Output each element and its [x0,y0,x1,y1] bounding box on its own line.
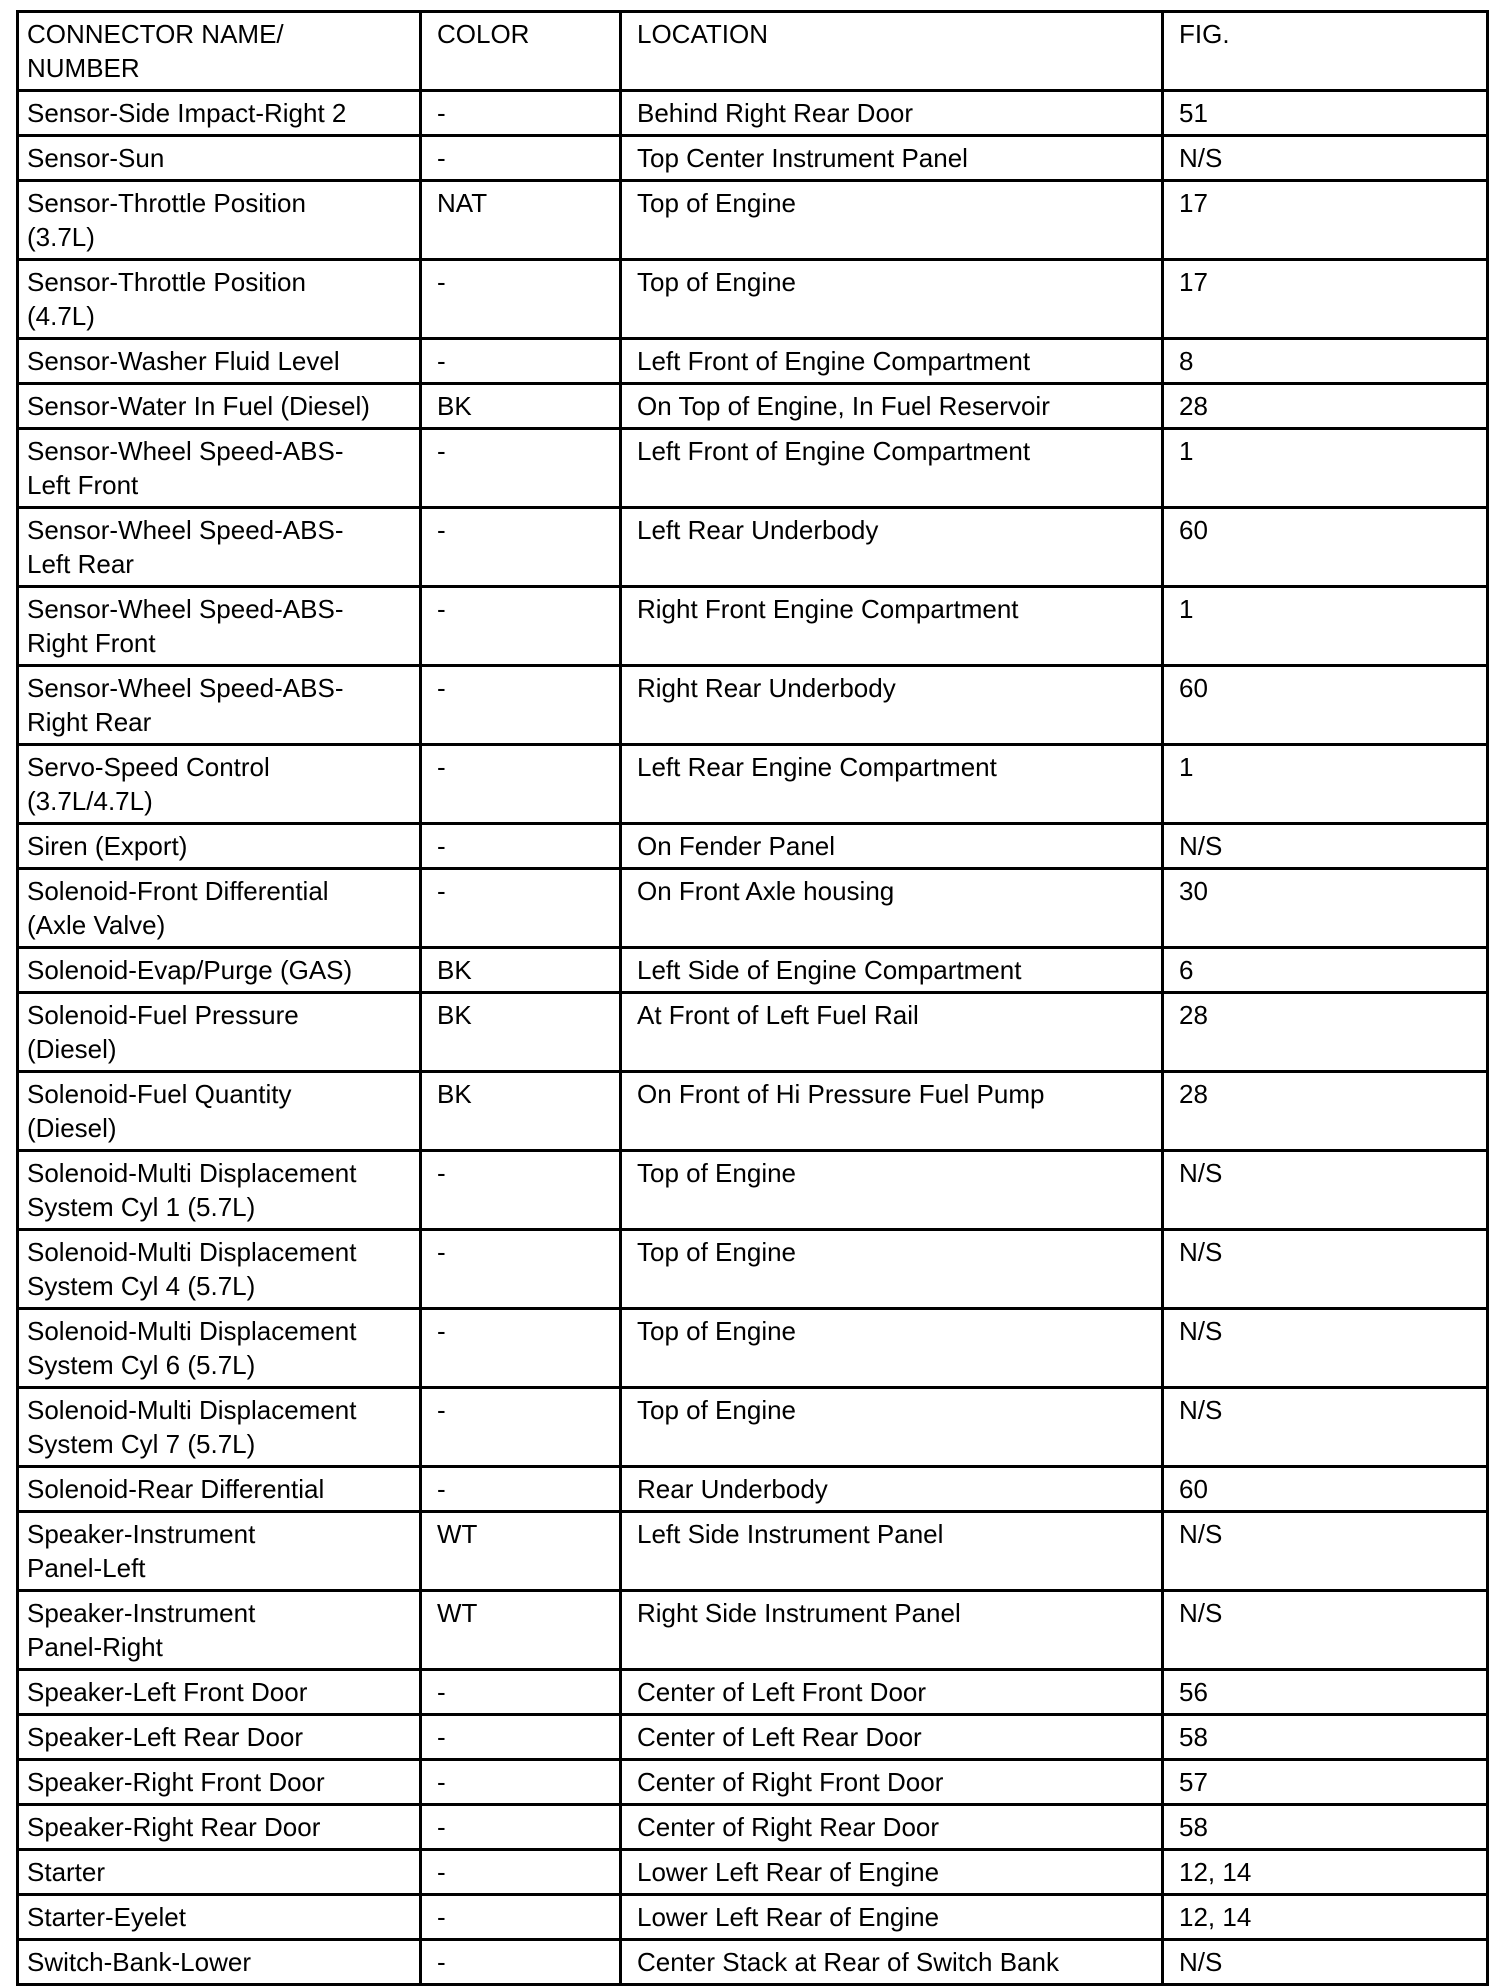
header-location: LOCATION [621,12,1163,91]
location-cell: On Front of Hi Pressure Fuel Pump [621,1072,1163,1151]
connector-name-cell: Starter [18,1850,421,1895]
table-row [18,1850,1488,1895]
table-row [18,666,1488,745]
table-row [18,181,1488,260]
location-cell: Rear Underbody [621,1467,1163,1512]
fig-cell: 58 [1163,1805,1488,1850]
location-cell: Left Front of Engine Compartment [621,339,1163,384]
header-connector-name: CONNECTOR NAME/ NUMBER [18,12,421,91]
fig-cell: 1 [1163,745,1488,824]
color-cell: - [421,508,621,587]
connector-name-cell: Solenoid-Multi Displacement System Cyl 6 (5.7L) [18,1309,421,1388]
connector-name-cell: Speaker-Right Front Door [18,1760,421,1805]
table-row [18,260,1488,339]
connector-name-cell: Speaker-Instrument Panel-Right [18,1591,421,1670]
color-cell: - [421,1805,621,1850]
connector-name-cell: Solenoid-Multi Displacement System Cyl 1 (5.7L) [18,1151,421,1230]
color-cell: - [421,1388,621,1467]
location-cell: Center of Left Rear Door [621,1715,1163,1760]
fig-cell: N/S [1163,1940,1488,1985]
fig-cell: 1 [1163,587,1488,666]
connector-name-cell: Sensor-Throttle Position (4.7L) [18,260,421,339]
fig-cell: N/S [1163,136,1488,181]
color-cell: - [421,1760,621,1805]
fig-cell: 51 [1163,91,1488,136]
table-row [18,1309,1488,1388]
connector-name-cell: Speaker-Left Front Door [18,1670,421,1715]
fig-cell: 60 [1163,508,1488,587]
fig-cell: 6 [1163,948,1488,993]
table-row [18,1072,1488,1151]
color-cell: - [421,1940,621,1985]
table-row [18,1760,1488,1805]
color-cell: BK [421,948,621,993]
fig-cell: 57 [1163,1760,1488,1805]
connector-name-cell: Sensor-Washer Fluid Level [18,339,421,384]
table-row [18,1805,1488,1850]
location-cell: Top of Engine [621,1309,1163,1388]
location-cell: Top of Engine [621,1388,1163,1467]
connector-name-cell: Sensor-Throttle Position (3.7L) [18,181,421,260]
fig-cell: 12, 14 [1163,1850,1488,1895]
location-cell: Left Rear Engine Compartment [621,745,1163,824]
fig-cell: 28 [1163,384,1488,429]
location-cell: Left Rear Underbody [621,508,1163,587]
table-row [18,587,1488,666]
connector-name-cell: Sensor-Wheel Speed-ABS- Right Rear [18,666,421,745]
location-cell: Center of Right Rear Door [621,1805,1163,1850]
location-cell: Top of Engine [621,260,1163,339]
table-row [18,339,1488,384]
connector-name-cell: Speaker-Right Rear Door [18,1805,421,1850]
connector-name-cell: Sensor-Side Impact-Right 2 [18,91,421,136]
location-cell: Behind Right Rear Door [621,91,1163,136]
table-row [18,1940,1488,1985]
connector-name-cell: Servo-Speed Control (3.7L/4.7L) [18,745,421,824]
fig-cell: 58 [1163,1715,1488,1760]
location-cell: Top Center Instrument Panel [621,136,1163,181]
color-cell: - [421,587,621,666]
color-cell: - [421,260,621,339]
location-cell: Top of Engine [621,181,1163,260]
location-cell: Lower Left Rear of Engine [621,1850,1163,1895]
fig-cell: 28 [1163,993,1488,1072]
color-cell: - [421,91,621,136]
table-row [18,1388,1488,1467]
location-cell: Lower Left Rear of Engine [621,1895,1163,1940]
table-row [18,1230,1488,1309]
color-cell: - [421,1151,621,1230]
fig-cell: 28 [1163,1072,1488,1151]
fig-cell: N/S [1163,1388,1488,1467]
color-cell: - [421,869,621,948]
color-cell: - [421,1230,621,1309]
header-color: COLOR [421,12,621,91]
color-cell: BK [421,384,621,429]
fig-cell: 17 [1163,260,1488,339]
connector-name-cell: Solenoid-Fuel Pressure (Diesel) [18,993,421,1072]
fig-cell: 30 [1163,869,1488,948]
table-header-row [18,12,1488,91]
color-cell: - [421,1309,621,1388]
fig-cell: N/S [1163,824,1488,869]
connector-name-cell: Sensor-Wheel Speed-ABS- Right Front [18,587,421,666]
location-cell: Left Side of Engine Compartment [621,948,1163,993]
connector-name-cell: Sensor-Sun [18,136,421,181]
connector-name-cell: Sensor-Water In Fuel (Diesel) [18,384,421,429]
connector-name-cell: Siren (Export) [18,824,421,869]
header-fig: FIG. [1163,12,1488,91]
location-cell: Right Front Engine Compartment [621,587,1163,666]
color-cell: - [421,1850,621,1895]
connector-name-cell: Sensor-Wheel Speed-ABS- Left Front [18,429,421,508]
table-row [18,869,1488,948]
color-cell: - [421,666,621,745]
table-row [18,136,1488,181]
table-row [18,948,1488,993]
table-row [18,993,1488,1072]
table-row [18,1467,1488,1512]
fig-cell: N/S [1163,1591,1488,1670]
table-row [18,745,1488,824]
fig-cell: N/S [1163,1230,1488,1309]
connector-name-cell: Solenoid-Multi Displacement System Cyl 4 (5.7L) [18,1230,421,1309]
connector-name-cell: Solenoid-Multi Displacement System Cyl 7 (5.7L) [18,1388,421,1467]
table-row [18,824,1488,869]
table-row [18,1895,1488,1940]
location-cell: On Fender Panel [621,824,1163,869]
fig-cell: 60 [1163,666,1488,745]
connector-name-cell: Speaker-Instrument Panel-Left [18,1512,421,1591]
connector-name-cell: Solenoid-Evap/Purge (GAS) [18,948,421,993]
fig-cell: 12, 14 [1163,1895,1488,1940]
table-row [18,1151,1488,1230]
connector-name-cell: Speaker-Left Rear Door [18,1715,421,1760]
location-cell: Top of Engine [621,1230,1163,1309]
table-row [18,508,1488,587]
location-cell: Center of Left Front Door [621,1670,1163,1715]
fig-cell: N/S [1163,1309,1488,1388]
location-cell: On Front Axle housing [621,869,1163,948]
color-cell: - [421,1670,621,1715]
table-row [18,1715,1488,1760]
color-cell: - [421,824,621,869]
fig-cell: 1 [1163,429,1488,508]
location-cell: Center Stack at Rear of Switch Bank [621,1940,1163,1985]
location-cell: At Front of Left Fuel Rail [621,993,1163,1072]
fig-cell: 60 [1163,1467,1488,1512]
color-cell: - [421,745,621,824]
fig-cell: 56 [1163,1670,1488,1715]
location-cell: Left Front of Engine Compartment [621,429,1163,508]
table-row [18,1591,1488,1670]
connector-name-cell: Solenoid-Rear Differential [18,1467,421,1512]
color-cell: NAT [421,181,621,260]
color-cell: - [421,339,621,384]
connector-name-cell: Starter-Eyelet [18,1895,421,1940]
table-row [18,1512,1488,1591]
connector-name-cell: Solenoid-Front Differential (Axle Valve) [18,869,421,948]
fig-cell: 8 [1163,339,1488,384]
table-row [18,91,1488,136]
color-cell: BK [421,1072,621,1151]
location-cell: Right Rear Underbody [621,666,1163,745]
color-cell: - [421,1895,621,1940]
fig-cell: N/S [1163,1512,1488,1591]
table-body [18,91,1488,1985]
table-row [18,384,1488,429]
location-cell: Center of Right Front Door [621,1760,1163,1805]
color-cell: - [421,429,621,508]
connector-name-cell: Sensor-Wheel Speed-ABS- Left Rear [18,508,421,587]
location-cell: On Top of Engine, In Fuel Reservoir [621,384,1163,429]
color-cell: - [421,1715,621,1760]
color-cell: WT [421,1512,621,1591]
table-row [18,1670,1488,1715]
location-cell: Right Side Instrument Panel [621,1591,1163,1670]
color-cell: WT [421,1591,621,1670]
connector-name-cell: Solenoid-Fuel Quantity (Diesel) [18,1072,421,1151]
color-cell: BK [421,993,621,1072]
fig-cell: N/S [1163,1151,1488,1230]
color-cell: - [421,1467,621,1512]
table-row [18,429,1488,508]
location-cell: Top of Engine [621,1151,1163,1230]
connector-name-cell: Switch-Bank-Lower [18,1940,421,1985]
connector-location-table [16,10,1489,1986]
location-cell: Left Side Instrument Panel [621,1512,1163,1591]
color-cell: - [421,136,621,181]
fig-cell: 17 [1163,181,1488,260]
